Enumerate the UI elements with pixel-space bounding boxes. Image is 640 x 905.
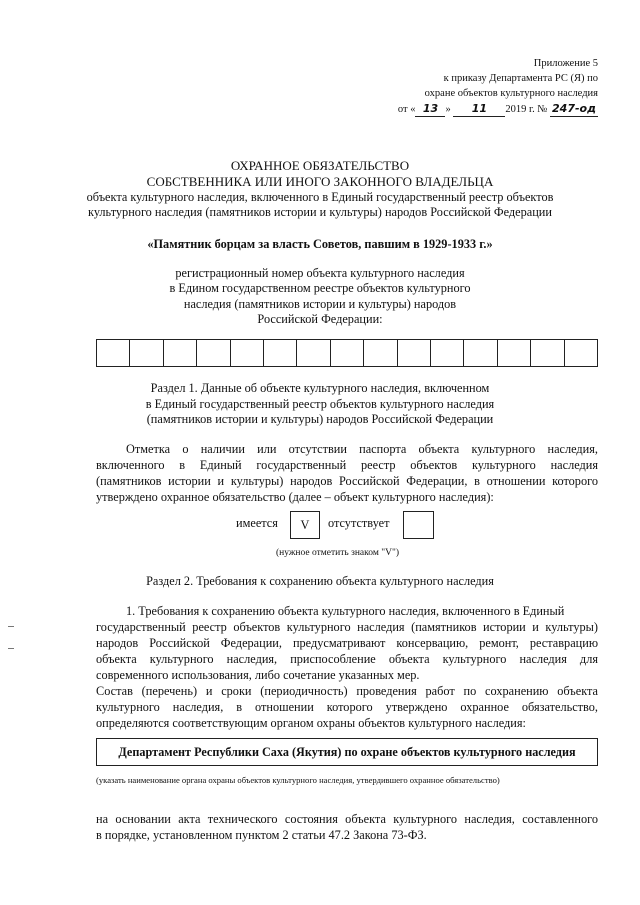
reg-digit-cell[interactable]: [331, 340, 364, 366]
reg-digit-cell[interactable]: [498, 340, 531, 366]
authority-name: Департамент Республики Саха (Якутия) по охране объектов культурного наследия: [118, 745, 576, 759]
section2-title: Раздел 2. Требования к сохранению объекта культурного наследия: [146, 574, 494, 588]
doc-title-3: объекта культурного наследия, включенного в Единый государственный реестр объектов: [86, 190, 554, 204]
reg-number-grid[interactable]: [96, 339, 598, 367]
reg-digit-cell[interactable]: [264, 340, 297, 366]
passport-line-3: (памятников истории и культуры) народов Российской Федерации, в отношении которого: [96, 474, 598, 488]
doc-title-1: ОХРАННОЕ ОБЯЗАТЕЛЬСТВО: [230, 158, 410, 173]
section1-line-2: в Единый государственный реестр объектов культурного наследия: [145, 397, 495, 411]
req-line-7: культурного наследия, в отношении которого утверждено охранное обязательство,: [96, 700, 598, 714]
appendix-date-line: [398, 101, 598, 117]
reg-digit-cell[interactable]: [197, 340, 230, 366]
basis-line-1: на основании акта технического состояния объекта культурного наследия, составленного: [96, 812, 598, 826]
margin-mark: [8, 648, 14, 649]
reg-digit-cell[interactable]: [565, 340, 597, 366]
authority-note: (указать наименование органа охраны объектов культурного наследия, утвердившего охранное обязательство): [96, 775, 500, 785]
date-mid: »: [445, 104, 451, 115]
margin-mark: [8, 626, 14, 627]
section1-line-3: (памятников истории и культуры) народов Российской Федерации: [146, 412, 494, 426]
passport-line-2: включенного в Единый государственный реестр объектов культурного наследия: [96, 458, 598, 472]
reg-digit-cell[interactable]: [231, 340, 264, 366]
date-month: 11: [453, 101, 505, 117]
appendix-line-1: Приложение 5: [533, 58, 598, 69]
appendix-line-2: к приказу Департамента РС (Я) по: [443, 73, 598, 84]
reg-digit-cell[interactable]: [130, 340, 163, 366]
choice-note: (нужное отметить знаком "V"): [276, 548, 399, 558]
reg-digit-cell[interactable]: [431, 340, 464, 366]
doc-title-4: культурного наследия (памятников истории и культуры) народов Российской Федерации: [88, 205, 552, 219]
reg-digit-cell[interactable]: [531, 340, 564, 366]
req-line-6: Состав (перечень) и сроки (периодичность) проведения работ по сохранению объекта: [96, 684, 598, 698]
reg-digit-cell[interactable]: [364, 340, 397, 366]
order-number: 247-од: [550, 101, 598, 117]
req-line-4: объекта культурного наследия, приспособление объекта культурного наследия для: [96, 652, 598, 666]
authority-box: [96, 738, 598, 766]
reg-digit-cell[interactable]: [464, 340, 497, 366]
req-line-1: 1. Требования к сохранению объекта культурного наследия, включенного в Единый: [126, 604, 565, 618]
basis-line-2: в порядке, установленном пунктом 2 статьи 47.2 Закона 73-ФЗ.: [96, 828, 427, 842]
section1-line-1: Раздел 1. Данные об объекте культурного наследия, включенном: [150, 381, 490, 395]
reg-line-1: регистрационный номер объекта культурного наследия: [175, 266, 465, 280]
no-passport-label: отсутствует: [328, 516, 390, 530]
reg-digit-cell[interactable]: [398, 340, 431, 366]
object-name: «Памятник борцам за власть Советов, павшим в 1929-1933 г.»: [147, 237, 493, 251]
req-line-2: государственный реестр объектов культурного наследия (памятников истории и культуры): [96, 620, 598, 634]
appendix-line-3: охране объектов культурного наследия: [424, 88, 598, 99]
has-passport-label: имеется: [236, 516, 278, 530]
date-year-suffix: 2019 г. №: [505, 104, 548, 115]
no-passport-checkbox[interactable]: [403, 511, 434, 539]
has-passport-checkbox[interactable]: V: [290, 511, 320, 539]
appendix-block: [398, 56, 598, 117]
reg-digit-cell[interactable]: [297, 340, 330, 366]
req-line-5: современного использования, либо сочетание указанных мер.: [96, 668, 420, 682]
doc-title-2: СОБСТВЕННИКА ИЛИ ИНОГО ЗАКОННОГО ВЛАДЕЛЬЦА: [146, 174, 494, 189]
reg-line-2: в Едином государственном реестре объектов культурного: [169, 281, 471, 295]
reg-digit-cell[interactable]: [164, 340, 197, 366]
reg-digit-cell[interactable]: [97, 340, 130, 366]
req-line-3: народов Российской Федерации, предусматривают консервацию, ремонт, реставрацию: [96, 636, 598, 650]
date-day: 13: [415, 101, 445, 117]
req-line-8: определяются соответствующим органом охраны объектов культурного наследия:: [96, 716, 526, 730]
reg-line-3: наследия (памятников истории и культуры) народов: [183, 297, 457, 311]
date-prefix: от «: [397, 104, 416, 115]
reg-line-4: Российской Федерации:: [257, 312, 383, 326]
passport-line-4: утверждено охранное обязательство (далее – объект культурного наследия):: [96, 490, 494, 504]
passport-line-1: Отметка о наличии или отсутствии паспорта объекта культурного наследия,: [126, 442, 598, 456]
